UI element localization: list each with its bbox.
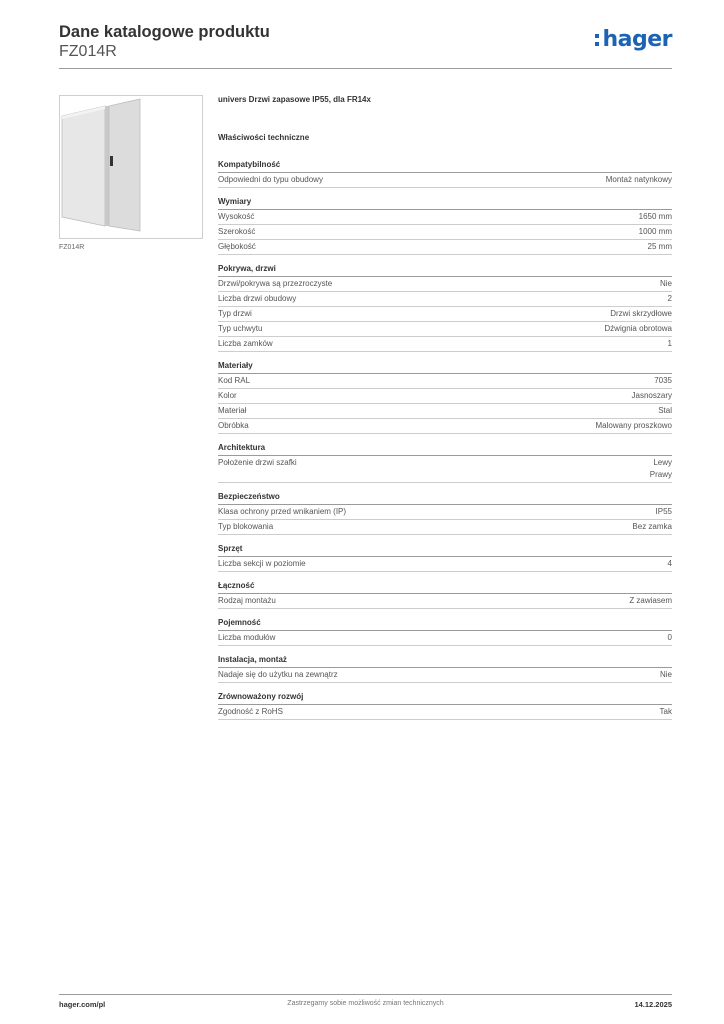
section-title: Instalacja, montaż: [218, 655, 287, 664]
product-image: [59, 95, 203, 239]
section-title: Pokrywa, drzwi: [218, 264, 276, 273]
property-label: Kod RAL: [218, 376, 251, 385]
property-row: [218, 668, 672, 683]
property-value: [639, 226, 672, 238]
section-title: Materiały: [218, 361, 253, 370]
property-value: [660, 278, 672, 290]
property-value: [632, 521, 672, 533]
property-label: Rodzaj montażu: [218, 596, 276, 605]
property-value: [639, 211, 672, 223]
property-section: [218, 360, 672, 434]
product-name: univers Drzwi zapasowe IP55, dla FR14x: [218, 95, 371, 104]
property-row: [218, 322, 672, 337]
section-title: Sprzęt: [218, 544, 243, 553]
property-label: Nadaje się do użytku na zewnątrz: [218, 670, 338, 679]
property-row: [218, 505, 672, 520]
image-caption: FZ014R: [59, 244, 85, 251]
hager-logo: [595, 28, 672, 52]
property-value-line: 1650 mm: [638, 212, 672, 221]
property-value-line: IP55: [655, 507, 672, 516]
property-value: [654, 375, 672, 387]
footer-website: hager.com/pl: [59, 1000, 106, 1009]
property-value: [610, 308, 672, 320]
properties-title: Właściwości techniczne: [218, 133, 310, 142]
property-section: [218, 491, 672, 535]
property-row: [218, 419, 672, 434]
header-divider: [59, 68, 672, 69]
property-label: Kolor: [218, 391, 237, 400]
property-label: Liczba modułów: [218, 633, 276, 642]
property-section: [218, 617, 672, 646]
property-row: [218, 456, 672, 483]
property-row: [218, 404, 672, 419]
property-section: [218, 442, 672, 483]
property-value-line: Jasnoszary: [631, 391, 672, 400]
product-code: FZ014R: [59, 43, 117, 60]
property-value: [668, 632, 672, 644]
document-header: [59, 22, 270, 62]
property-value-line: Malowany proszkowo: [595, 421, 672, 430]
property-row: [218, 225, 672, 240]
property-row: [218, 173, 672, 188]
property-label: Obróbka: [218, 421, 249, 430]
property-section: [218, 543, 672, 572]
property-value-line: Montaż natynkowy: [605, 175, 672, 184]
property-section: [218, 691, 672, 720]
footer-date: 14.12.2025: [634, 1000, 672, 1009]
property-label: Liczba zamków: [218, 339, 273, 348]
property-value: [660, 669, 672, 681]
property-value-line: 25 mm: [647, 242, 672, 251]
property-label: Liczba sekcji w poziomie: [218, 559, 306, 568]
section-title: Bezpieczeństwo: [218, 492, 280, 501]
property-section: [218, 654, 672, 683]
property-row: [218, 594, 672, 609]
property-value: [656, 506, 672, 518]
property-value-line: Nie: [659, 279, 672, 288]
property-value: [668, 558, 672, 570]
property-value-line: 1000 mm: [638, 227, 672, 236]
logo-dots-icon: [595, 31, 600, 47]
property-label: Materiał: [218, 406, 247, 415]
property-value: [660, 706, 672, 718]
property-row: [218, 520, 672, 535]
property-value: [632, 390, 672, 402]
property-value: [668, 338, 672, 350]
property-value-line: Drzwi skrzydłowe: [610, 309, 672, 318]
property-value: [629, 595, 672, 607]
property-value-line: 2: [667, 294, 672, 303]
property-value-line: Nie: [659, 670, 672, 679]
property-value: [648, 241, 672, 253]
property-row: [218, 292, 672, 307]
property-value-line: Stal: [658, 406, 672, 415]
section-title: Architektura: [218, 443, 266, 452]
property-row: [218, 240, 672, 255]
section-title: Zrównoważony rozwój: [218, 692, 304, 701]
property-label: Odpowiedni do typu obudowy: [218, 175, 323, 184]
properties-sections: [218, 159, 672, 720]
section-title: Pojemność: [218, 618, 261, 627]
property-value-line: Bez zamka: [632, 522, 672, 531]
property-label: Typ blokowania: [218, 522, 274, 531]
document-title: Dane katalogowe produktu: [59, 23, 270, 41]
property-section: [218, 263, 672, 352]
property-section: [218, 159, 672, 188]
property-label: Typ drzwi: [218, 309, 252, 318]
property-value: [596, 420, 672, 432]
page-footer: [59, 994, 672, 1014]
property-value: [668, 293, 672, 305]
property-value-line: 4: [667, 559, 672, 568]
property-value: [650, 457, 672, 481]
property-row: [218, 210, 672, 225]
logo-text: hager: [602, 27, 672, 52]
property-value-line: 0: [667, 633, 672, 642]
section-title: Wymiary: [218, 197, 252, 206]
property-row: [218, 631, 672, 646]
property-section: [218, 196, 672, 255]
property-value-line: Lewy: [653, 458, 672, 467]
property-value-line: Tak: [659, 707, 672, 716]
property-value-line: Z zawiasem: [629, 596, 672, 605]
property-row: [218, 374, 672, 389]
property-label: Klasa ochrony przed wnikaniem (IP): [218, 507, 347, 516]
property-label: Liczba drzwi obudowy: [218, 294, 297, 303]
property-row: [218, 705, 672, 720]
property-label: Szerokość: [218, 227, 256, 236]
property-value: [658, 405, 672, 417]
section-title: Kompatybilność: [218, 160, 281, 169]
double-door-icon: [60, 96, 202, 238]
property-row: [218, 307, 672, 322]
property-value: [604, 323, 672, 335]
property-value-line: Prawy: [649, 470, 672, 479]
property-value: [606, 174, 672, 186]
footer-notice: Zastrzegamy sobie możliwość zmian technicznych: [287, 1000, 444, 1007]
property-row: [218, 557, 672, 572]
property-value-line: 7035: [654, 376, 672, 385]
property-label: Drzwi/pokrywa są przezroczyste: [218, 279, 333, 288]
property-label: Głębokość: [218, 242, 256, 251]
product-details: [218, 95, 672, 720]
property-label: Położenie drzwi szafki: [218, 458, 297, 467]
property-row: [218, 277, 672, 292]
property-label: Wysokość: [218, 212, 255, 221]
property-label: Zgodność z RoHS: [218, 707, 283, 716]
property-row: [218, 389, 672, 404]
section-title: Łączność: [218, 581, 255, 590]
property-value-line: 1: [667, 339, 672, 348]
property-label: Typ uchwytu: [218, 324, 263, 333]
property-row: [218, 337, 672, 352]
property-section: [218, 580, 672, 609]
property-value-line: Dźwignia obrotowa: [604, 324, 672, 333]
footer-divider: [59, 994, 672, 995]
